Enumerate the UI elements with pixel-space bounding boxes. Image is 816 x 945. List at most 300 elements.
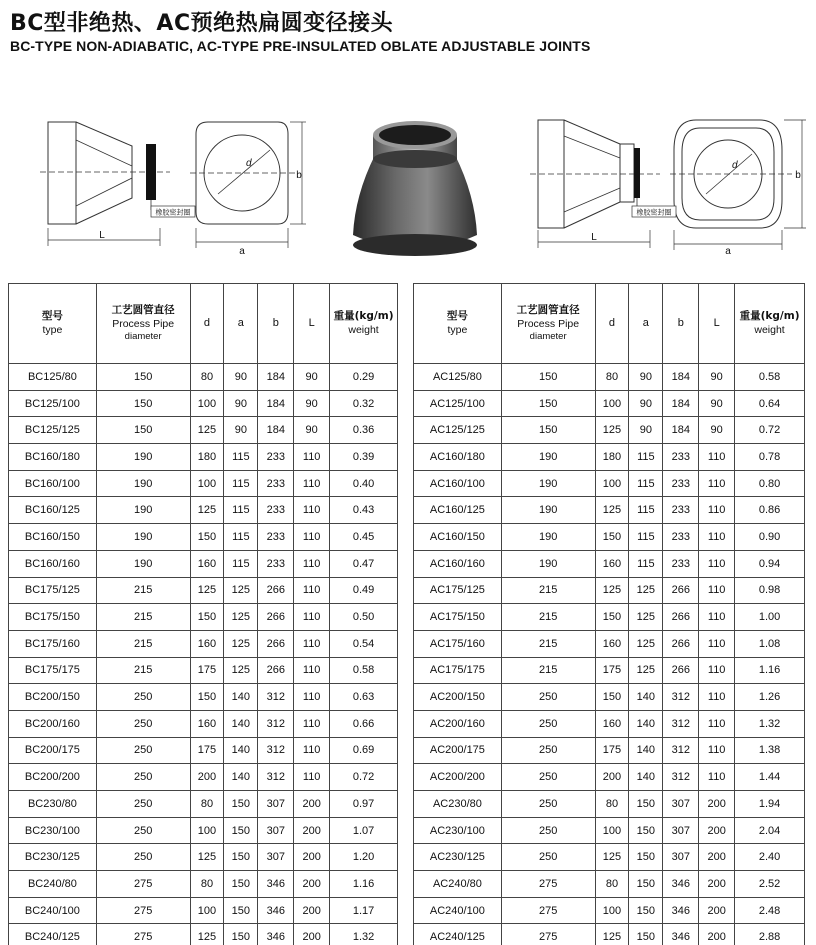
cell-pipe-diameter: 150 <box>96 417 190 444</box>
cell-L: 110 <box>294 497 330 524</box>
cell-b: 184 <box>663 364 699 391</box>
cell-weight: 0.43 <box>330 497 398 524</box>
cell-L: 110 <box>294 764 330 791</box>
header-L: L <box>699 284 735 364</box>
cell-a: 150 <box>629 924 663 945</box>
cell-weight: 0.72 <box>330 764 398 791</box>
cell-b: 346 <box>663 897 699 924</box>
cell-b: 307 <box>258 817 294 844</box>
cell-weight: 2.52 <box>735 871 805 898</box>
cell-a: 90 <box>224 364 258 391</box>
cell-d: 80 <box>595 364 629 391</box>
table-row <box>414 577 805 604</box>
cell-b: 233 <box>258 444 294 471</box>
cell-d: 125 <box>190 417 224 444</box>
header-a: a <box>224 284 258 364</box>
bc-spec-table <box>8 283 398 945</box>
table-row <box>414 844 805 871</box>
cell-type: AC125/80 <box>414 364 502 391</box>
cell-pipe-diameter: 275 <box>501 924 595 945</box>
cell-b: 184 <box>258 364 294 391</box>
cell-d: 180 <box>595 444 629 471</box>
header-L: L <box>294 284 330 364</box>
cell-L: 110 <box>699 630 735 657</box>
table-row <box>9 897 398 924</box>
cell-weight: 1.26 <box>735 684 805 711</box>
cell-weight: 0.50 <box>330 604 398 631</box>
cell-b: 233 <box>258 550 294 577</box>
header-weight: 重量(kg/m) weight <box>735 284 805 364</box>
table-row <box>9 390 398 417</box>
cell-L: 110 <box>699 657 735 684</box>
table-row <box>414 764 805 791</box>
cell-L: 200 <box>294 871 330 898</box>
table-row <box>414 550 805 577</box>
cell-L: 110 <box>699 577 735 604</box>
seal-ring-label: 橡胶密封圈 <box>636 208 672 217</box>
cell-b: 266 <box>663 657 699 684</box>
cell-type: AC160/160 <box>414 550 502 577</box>
ac-spec-table <box>413 283 805 945</box>
cell-pipe-diameter: 275 <box>96 924 190 945</box>
cell-a: 150 <box>224 871 258 898</box>
header-d: d <box>595 284 629 364</box>
cell-b: 346 <box>258 924 294 945</box>
cell-weight: 1.00 <box>735 604 805 631</box>
cell-pipe-diameter: 150 <box>501 417 595 444</box>
cell-a: 115 <box>224 524 258 551</box>
cell-L: 90 <box>699 417 735 444</box>
cell-b: 346 <box>258 871 294 898</box>
cell-pipe-diameter: 250 <box>501 710 595 737</box>
cell-b: 266 <box>663 604 699 631</box>
cell-type: BC240/125 <box>9 924 97 945</box>
cell-b: 233 <box>663 497 699 524</box>
table-row <box>414 924 805 945</box>
cell-L: 110 <box>294 524 330 551</box>
cell-type: AC175/160 <box>414 630 502 657</box>
cell-type: AC175/150 <box>414 604 502 631</box>
cell-type: AC240/125 <box>414 924 502 945</box>
cell-L: 200 <box>699 871 735 898</box>
cell-L: 110 <box>699 737 735 764</box>
table-row <box>9 924 398 945</box>
cell-pipe-diameter: 250 <box>501 737 595 764</box>
cell-d: 125 <box>190 577 224 604</box>
cell-d: 100 <box>190 817 224 844</box>
cell-b: 307 <box>258 844 294 871</box>
cell-a: 90 <box>629 390 663 417</box>
cell-d: 150 <box>190 684 224 711</box>
cell-d: 150 <box>595 604 629 631</box>
cell-pipe-diameter: 190 <box>96 444 190 471</box>
cell-pipe-diameter: 250 <box>96 710 190 737</box>
table-row <box>9 684 398 711</box>
cell-type: BC125/100 <box>9 390 97 417</box>
cell-type: BC240/80 <box>9 871 97 898</box>
cell-a: 115 <box>224 444 258 471</box>
cell-d: 150 <box>190 604 224 631</box>
cell-d: 150 <box>595 524 629 551</box>
cell-type: AC200/200 <box>414 764 502 791</box>
cell-type: AC160/150 <box>414 524 502 551</box>
cell-a: 140 <box>629 737 663 764</box>
cell-d: 125 <box>190 924 224 945</box>
cell-pipe-diameter: 275 <box>96 897 190 924</box>
cell-pipe-diameter: 250 <box>96 844 190 871</box>
cell-weight: 0.90 <box>735 524 805 551</box>
cell-weight: 0.36 <box>330 417 398 444</box>
table-row <box>414 684 805 711</box>
cell-L: 90 <box>699 364 735 391</box>
table-row <box>414 710 805 737</box>
cell-weight: 0.47 <box>330 550 398 577</box>
table-row <box>414 871 805 898</box>
cell-pipe-diameter: 250 <box>501 791 595 818</box>
cell-d: 160 <box>190 550 224 577</box>
cell-weight: 1.20 <box>330 844 398 871</box>
table-row <box>9 710 398 737</box>
cell-b: 312 <box>258 764 294 791</box>
cell-type: AC240/100 <box>414 897 502 924</box>
cell-weight: 0.66 <box>330 710 398 737</box>
cell-b: 233 <box>663 550 699 577</box>
cell-b: 184 <box>663 390 699 417</box>
cell-type: BC160/100 <box>9 470 97 497</box>
cell-L: 200 <box>699 924 735 945</box>
dimension-b-label: b <box>296 170 302 181</box>
cell-a: 140 <box>224 764 258 791</box>
cell-pipe-diameter: 190 <box>501 444 595 471</box>
cell-d: 100 <box>190 390 224 417</box>
cell-pipe-diameter: 250 <box>501 684 595 711</box>
cell-pipe-diameter: 250 <box>501 817 595 844</box>
cell-a: 125 <box>224 577 258 604</box>
product-photo <box>345 105 485 260</box>
cell-a: 150 <box>224 791 258 818</box>
cell-weight: 0.54 <box>330 630 398 657</box>
cell-weight: 2.04 <box>735 817 805 844</box>
cell-a: 90 <box>224 417 258 444</box>
cell-a: 140 <box>629 684 663 711</box>
cell-a: 115 <box>224 550 258 577</box>
cell-L: 200 <box>699 817 735 844</box>
cell-weight: 1.17 <box>330 897 398 924</box>
cell-type: BC125/80 <box>9 364 97 391</box>
cell-b: 312 <box>663 710 699 737</box>
cell-d: 100 <box>190 470 224 497</box>
cell-a: 115 <box>224 470 258 497</box>
cell-d: 175 <box>595 737 629 764</box>
cell-a: 150 <box>224 897 258 924</box>
cell-a: 150 <box>224 817 258 844</box>
table-row <box>414 364 805 391</box>
table-row <box>9 550 398 577</box>
cell-b: 233 <box>663 524 699 551</box>
cell-pipe-diameter: 215 <box>96 657 190 684</box>
cell-weight: 1.32 <box>735 710 805 737</box>
cell-d: 175 <box>190 657 224 684</box>
table-row <box>9 791 398 818</box>
table-header-row <box>414 284 805 364</box>
header-type: 型号 type <box>9 284 97 364</box>
cell-b: 233 <box>258 524 294 551</box>
cell-a: 140 <box>224 710 258 737</box>
cell-weight: 2.48 <box>735 897 805 924</box>
cell-weight: 0.98 <box>735 577 805 604</box>
ac-technical-drawing <box>520 110 810 255</box>
cell-type: BC125/125 <box>9 417 97 444</box>
table-row <box>9 817 398 844</box>
header-a: a <box>629 284 663 364</box>
cell-a: 115 <box>629 497 663 524</box>
cell-d: 125 <box>595 497 629 524</box>
cell-a: 90 <box>224 390 258 417</box>
cell-a: 90 <box>629 417 663 444</box>
cell-a: 90 <box>629 364 663 391</box>
header-type: 型号 type <box>414 284 502 364</box>
cell-a: 150 <box>629 817 663 844</box>
ac-table-body <box>414 364 805 945</box>
header-b: b <box>258 284 294 364</box>
cell-pipe-diameter: 190 <box>96 550 190 577</box>
cell-type: BC175/175 <box>9 657 97 684</box>
cell-d: 125 <box>595 844 629 871</box>
cell-b: 312 <box>258 710 294 737</box>
dimension-a-label: a <box>725 246 731 255</box>
cell-pipe-diameter: 250 <box>501 844 595 871</box>
cell-pipe-diameter: 150 <box>96 364 190 391</box>
cell-d: 80 <box>190 364 224 391</box>
cell-type: AC200/175 <box>414 737 502 764</box>
cell-pipe-diameter: 190 <box>96 470 190 497</box>
cell-L: 110 <box>294 710 330 737</box>
cell-a: 115 <box>629 470 663 497</box>
cell-a: 150 <box>629 871 663 898</box>
table-row <box>9 630 398 657</box>
header-pipe-diameter: 工艺圆管直径 Process Pipe diameter <box>501 284 595 364</box>
cell-pipe-diameter: 215 <box>501 657 595 684</box>
cell-d: 160 <box>595 630 629 657</box>
cell-L: 110 <box>699 497 735 524</box>
cell-pipe-diameter: 215 <box>96 577 190 604</box>
cell-pipe-diameter: 275 <box>501 871 595 898</box>
cell-pipe-diameter: 190 <box>96 497 190 524</box>
cell-weight: 1.94 <box>735 791 805 818</box>
cell-type: AC240/80 <box>414 871 502 898</box>
table-row <box>414 417 805 444</box>
table-row <box>414 737 805 764</box>
cell-type: BC200/150 <box>9 684 97 711</box>
cell-type: AC125/100 <box>414 390 502 417</box>
cell-b: 184 <box>258 417 294 444</box>
cell-weight: 1.44 <box>735 764 805 791</box>
cell-a: 115 <box>224 497 258 524</box>
table-row <box>9 604 398 631</box>
cell-weight: 0.39 <box>330 444 398 471</box>
cell-pipe-diameter: 250 <box>96 764 190 791</box>
cell-type: AC175/175 <box>414 657 502 684</box>
cell-a: 140 <box>224 737 258 764</box>
cell-d: 80 <box>190 871 224 898</box>
cell-pipe-diameter: 250 <box>96 791 190 818</box>
cell-weight: 0.49 <box>330 577 398 604</box>
cell-weight: 0.58 <box>735 364 805 391</box>
cell-d: 100 <box>190 897 224 924</box>
cell-a: 150 <box>629 897 663 924</box>
cell-type: AC230/80 <box>414 791 502 818</box>
cell-d: 160 <box>595 550 629 577</box>
cell-d: 125 <box>595 577 629 604</box>
table-row <box>9 577 398 604</box>
cell-type: BC175/125 <box>9 577 97 604</box>
cell-a: 150 <box>224 844 258 871</box>
cell-type: BC175/160 <box>9 630 97 657</box>
cell-pipe-diameter: 150 <box>501 364 595 391</box>
cell-pipe-diameter: 250 <box>96 817 190 844</box>
table-row <box>414 897 805 924</box>
cell-weight: 0.32 <box>330 390 398 417</box>
cell-type: BC200/160 <box>9 710 97 737</box>
table-row <box>414 604 805 631</box>
cell-L: 110 <box>294 737 330 764</box>
header-weight: 重量(kg/m) weight <box>330 284 398 364</box>
table-row <box>9 657 398 684</box>
cell-b: 312 <box>663 764 699 791</box>
cell-a: 115 <box>629 524 663 551</box>
cell-pipe-diameter: 150 <box>501 390 595 417</box>
cell-a: 125 <box>629 577 663 604</box>
cell-d: 100 <box>595 470 629 497</box>
cell-d: 150 <box>190 524 224 551</box>
table-row <box>9 764 398 791</box>
bc-table-body <box>9 364 398 945</box>
header-b: b <box>663 284 699 364</box>
cell-type: BC240/100 <box>9 897 97 924</box>
cell-pipe-diameter: 275 <box>501 897 595 924</box>
cell-pipe-diameter: 190 <box>501 497 595 524</box>
cell-pipe-diameter: 250 <box>501 764 595 791</box>
cell-a: 115 <box>629 550 663 577</box>
cell-L: 90 <box>699 390 735 417</box>
cell-L: 200 <box>294 844 330 871</box>
cell-pipe-diameter: 190 <box>501 470 595 497</box>
table-row <box>9 871 398 898</box>
cell-type: BC230/125 <box>9 844 97 871</box>
cell-L: 110 <box>294 444 330 471</box>
cell-type: AC200/160 <box>414 710 502 737</box>
table-row <box>9 844 398 871</box>
cell-pipe-diameter: 215 <box>96 630 190 657</box>
cell-type: BC230/100 <box>9 817 97 844</box>
cell-d: 175 <box>595 657 629 684</box>
cell-L: 110 <box>294 550 330 577</box>
table-row <box>414 817 805 844</box>
cell-b: 233 <box>258 470 294 497</box>
cell-a: 140 <box>629 710 663 737</box>
cell-L: 110 <box>699 550 735 577</box>
cell-d: 100 <box>595 390 629 417</box>
cell-d: 80 <box>595 791 629 818</box>
cell-d: 160 <box>595 710 629 737</box>
cell-pipe-diameter: 215 <box>96 604 190 631</box>
cell-L: 200 <box>294 817 330 844</box>
cell-a: 150 <box>629 791 663 818</box>
cell-weight: 0.63 <box>330 684 398 711</box>
cell-weight: 0.29 <box>330 364 398 391</box>
cell-b: 307 <box>663 817 699 844</box>
cell-L: 90 <box>294 390 330 417</box>
cell-weight: 0.64 <box>735 390 805 417</box>
cell-weight: 0.78 <box>735 444 805 471</box>
cell-weight: 0.40 <box>330 470 398 497</box>
table-header-row <box>9 284 398 364</box>
cell-a: 125 <box>629 657 663 684</box>
cell-weight: 1.16 <box>330 871 398 898</box>
cell-weight: 1.16 <box>735 657 805 684</box>
table-row <box>9 497 398 524</box>
cell-d: 125 <box>190 844 224 871</box>
cell-a: 125 <box>224 657 258 684</box>
cell-b: 233 <box>663 444 699 471</box>
cell-a: 125 <box>629 604 663 631</box>
cell-b: 307 <box>663 844 699 871</box>
cell-b: 346 <box>663 924 699 945</box>
cell-L: 110 <box>294 630 330 657</box>
cell-b: 266 <box>258 630 294 657</box>
cell-d: 160 <box>190 630 224 657</box>
cell-pipe-diameter: 190 <box>96 524 190 551</box>
cell-weight: 0.86 <box>735 497 805 524</box>
cell-weight: 0.97 <box>330 791 398 818</box>
cell-d: 180 <box>190 444 224 471</box>
page-title: BC型非绝热、AC预绝热扁圆变径接头 <box>10 11 394 36</box>
header-pipe-diameter: 工艺圆管直径 Process Pipe diameter <box>96 284 190 364</box>
table-row <box>9 524 398 551</box>
cell-b: 266 <box>663 630 699 657</box>
cell-b: 312 <box>258 684 294 711</box>
cell-d: 80 <box>595 871 629 898</box>
dimension-d-label: d <box>732 160 738 171</box>
cell-weight: 2.40 <box>735 844 805 871</box>
seal-ring-label: 橡胶密封圈 <box>155 208 191 217</box>
cell-L: 110 <box>699 764 735 791</box>
cell-weight: 1.38 <box>735 737 805 764</box>
cell-a: 150 <box>629 844 663 871</box>
dimension-d-label: d <box>246 158 252 169</box>
cell-type: AC230/125 <box>414 844 502 871</box>
cell-d: 175 <box>190 737 224 764</box>
cell-type: AC230/100 <box>414 817 502 844</box>
cell-a: 115 <box>629 444 663 471</box>
cell-L: 110 <box>294 577 330 604</box>
cell-L: 200 <box>699 844 735 871</box>
cell-type: AC125/125 <box>414 417 502 444</box>
cell-d: 100 <box>595 817 629 844</box>
cell-L: 110 <box>699 470 735 497</box>
cell-d: 100 <box>595 897 629 924</box>
cell-type: AC200/150 <box>414 684 502 711</box>
cell-d: 200 <box>190 764 224 791</box>
table-row <box>9 417 398 444</box>
cell-type: AC160/125 <box>414 497 502 524</box>
dimension-L-label: L <box>591 232 597 243</box>
table-row <box>414 630 805 657</box>
table-row <box>414 390 805 417</box>
cell-type: BC160/160 <box>9 550 97 577</box>
cell-b: 266 <box>258 604 294 631</box>
cell-L: 110 <box>699 684 735 711</box>
